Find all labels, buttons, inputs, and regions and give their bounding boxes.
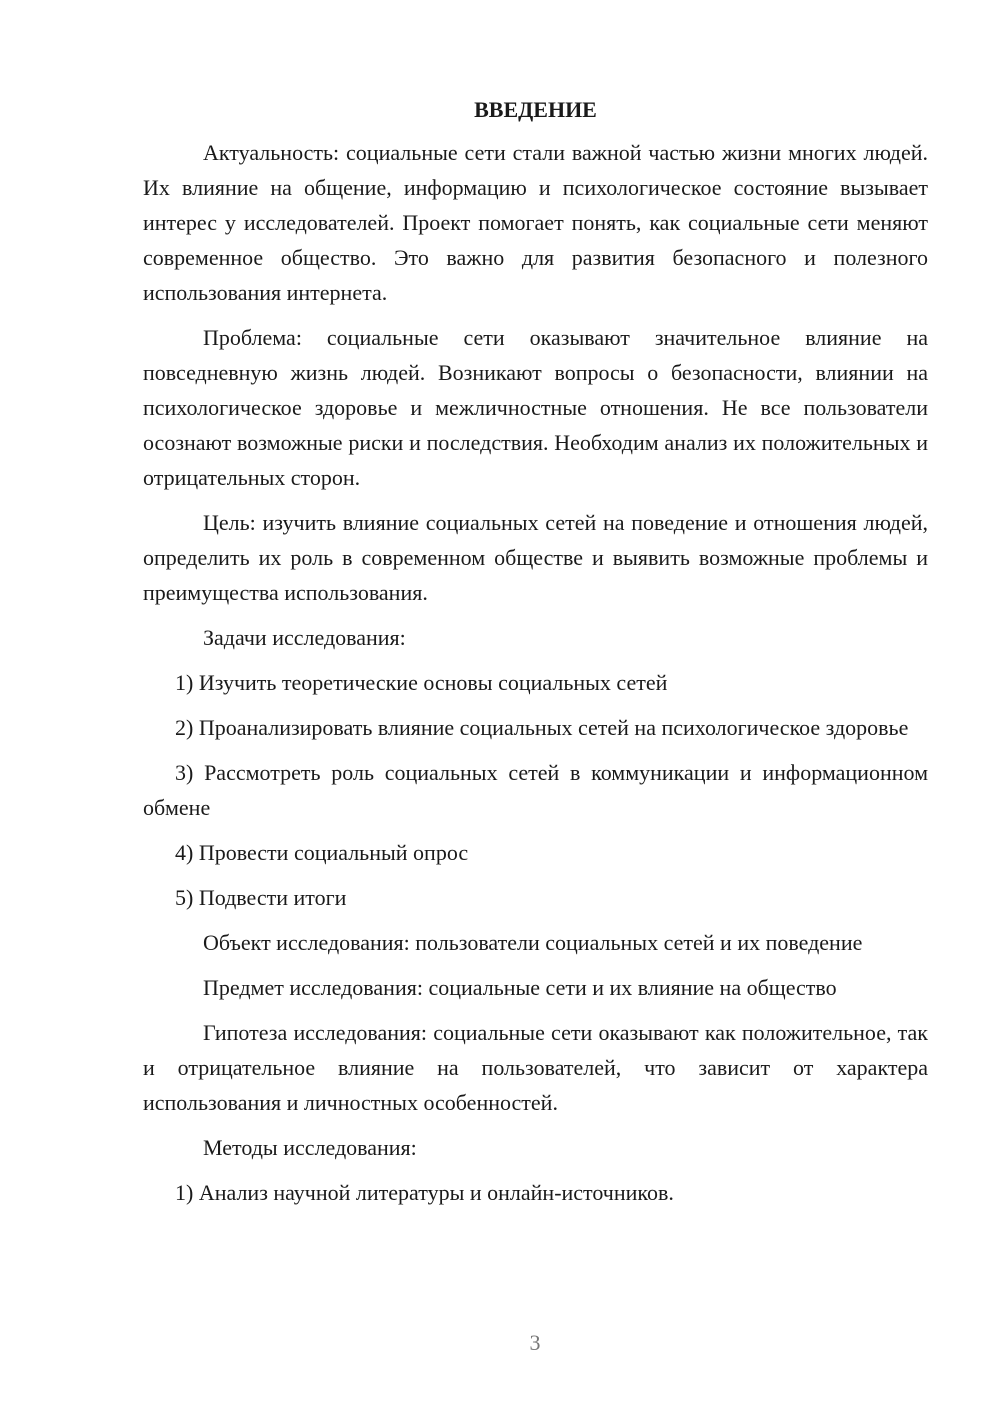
method-item-1: 1) Анализ научной литературы и онлайн-источников. [175, 1180, 674, 1205]
hypothesis-paragraph: Гипотеза исследования: социальные сети оказывают как положительное, так и отрицательное влияние на пользователей, что зависит от характера использования и личностных особенностей. [143, 1020, 928, 1115]
task-item-1: 1) Изучить теоретические основы социальных сетей [175, 670, 668, 695]
section-title: ВВЕДЕНИЕ [474, 97, 597, 122]
relevance-paragraph: Актуальность: социальные сети стали важной частью жизни многих людей. Их влияние на общение, информацию и психологическое состояние вызывает интерес у исследователей. Проект помогает понять, как социальные сети меняют современное общество. Это важно для развития безопасного и полезного использования интернета. [143, 140, 928, 305]
goal-paragraph: Цель: изучить влияние социальных сетей на поведение и отношения людей, определить их роль в современном обществе и выявить возможные проблемы и преимущества использования. [143, 510, 928, 605]
document-body [143, 95, 928, 1220]
object-paragraph: Объект исследования: пользователи социальных сетей и их поведение [203, 930, 863, 955]
problem-paragraph: Проблема: социальные сети оказывают значительное влияние на повседневную жизнь людей. Возникают вопросы о безопасности, влиянии на психологическое здоровье и межличностные отношения. Не все пользователи осознают возможные риски и последствия. Необходим анализ их положительных и отрицательных сторон. [143, 325, 928, 490]
task-item-4: 4) Провести социальный опрос [175, 840, 469, 865]
task-item-2: 2) Проанализировать влияние социальных сетей на психологическое здоровье [175, 715, 909, 740]
task-item-5: 5) Подвести итоги [175, 885, 347, 910]
task-item-3: 3) Рассмотреть роль социальных сетей в коммуникации и информационном обмене [143, 760, 928, 820]
methods-heading: Методы исследования: [203, 1135, 417, 1160]
page-number: 3 [529, 1330, 541, 1355]
subject-paragraph: Предмет исследования: социальные сети и их влияние на общество [203, 975, 837, 1000]
tasks-heading: Задачи исследования: [203, 625, 406, 650]
